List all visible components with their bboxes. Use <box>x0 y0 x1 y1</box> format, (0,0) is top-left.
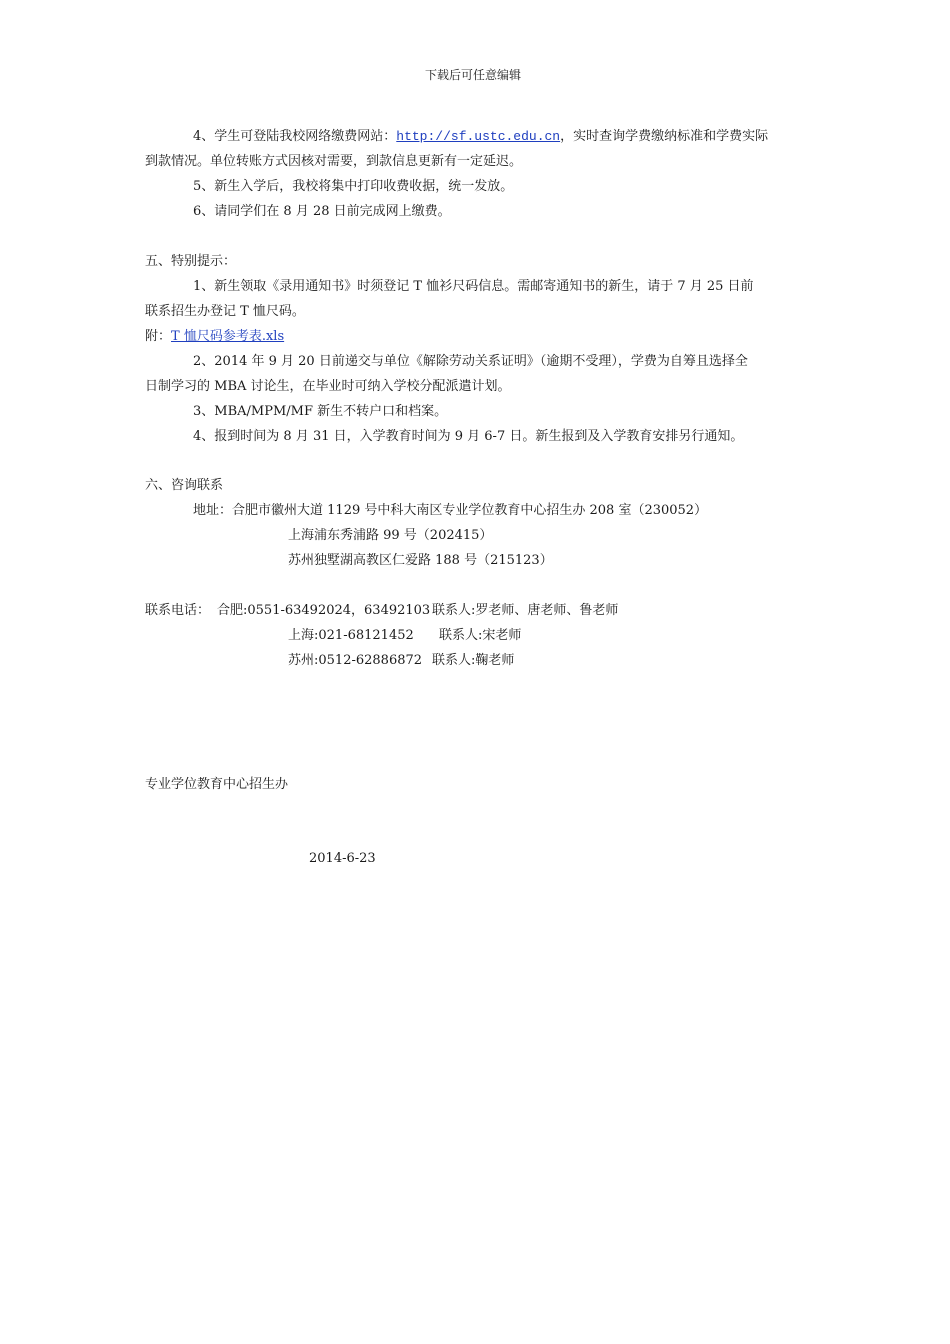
address-suzhou: 苏州独墅湖高教区仁爱路 188 号（215123） <box>288 553 553 568</box>
fee-item-4-prefix: 4、学生可登陆我校网络缴费网站： <box>193 129 397 144</box>
address-label: 地址： <box>193 503 233 518</box>
notice-item-2-line2: 日制学习的 MBA 讨论生，在毕业时可纳入学校分配派遣计划。 <box>145 379 511 394</box>
phone-shanghai: 上海:021-68121452 <box>288 628 414 643</box>
contact-suzhou: 联系人:鞠老师 <box>432 653 515 668</box>
notice-item-1-line1: 1、新生领取《录用通知书》时须登记 T 恤衫尺码信息。需邮寄通知书的新生，请于 7 月 25 日前 <box>193 279 754 294</box>
issue-date: 2014-6-23 <box>309 851 376 866</box>
fee-item-4-line1 <box>193 128 768 146</box>
phone-suzhou: 苏州:0512-62886872 <box>288 653 423 668</box>
notice-item-2-line1: 2、2014 年 9 月 20 日前递交与单位《解除劳动关系证明》（逾期不受理），学费为自筹且选择全 <box>193 354 748 369</box>
notice-item-1-line2: 联系招生办登记 T 恤尺码。 <box>145 304 305 319</box>
issuing-office: 专业学位教育中心招生办 <box>145 777 289 792</box>
fee-item-4-line2: 到款情况。单位转账方式因核对需要，到款信息更新有一定延迟。 <box>145 154 523 169</box>
attachment-prefix: 附： <box>145 329 172 344</box>
fee-item-6: 6、请同学们在 8 月 28 日前完成网上缴费。 <box>193 204 451 219</box>
section-six-title: 六、咨询联系 <box>145 478 224 493</box>
phone-hefei: 合肥:0551-63492024，63492103 <box>217 603 431 618</box>
phone-label: 联系电话： <box>145 603 211 618</box>
tshirt-size-table-link[interactable]: T 恤尺码参考表.xls <box>171 329 285 344</box>
notice-item-4: 4、报到时间为 8 月 31 日，入学教育时间为 9 月 6-7 日。新生报到及入学教育安排另行通知。 <box>193 429 744 444</box>
page-header: 下载后可任意编辑 <box>425 68 522 82</box>
contact-shanghai: 联系人:宋老师 <box>439 628 522 643</box>
notice-item-3: 3、MBA/MPM/MF 新生不转户口和档案。 <box>193 404 448 419</box>
address-line-1 <box>193 502 707 520</box>
contact-hefei: 联系人:罗老师、唐老师、鲁老师 <box>432 603 619 618</box>
address-shanghai: 上海浦东秀浦路 99 号（202415） <box>288 528 493 543</box>
address-hefei: 合肥市徽州大道 1129 号中科大南区专业学位教育中心招生办 208 室（230052） <box>232 503 708 518</box>
attachment-line <box>145 328 284 346</box>
fee-item-5: 5、新生入学后，我校将集中打印收费收据，统一发放。 <box>193 179 514 194</box>
fee-item-4-suffix: ，实时查询学费缴纳标准和学费实际 <box>560 129 769 144</box>
fee-website-link[interactable]: http://sf.ustc.edu.cn <box>396 129 561 144</box>
section-five-title: 五、特别提示： <box>145 254 237 269</box>
